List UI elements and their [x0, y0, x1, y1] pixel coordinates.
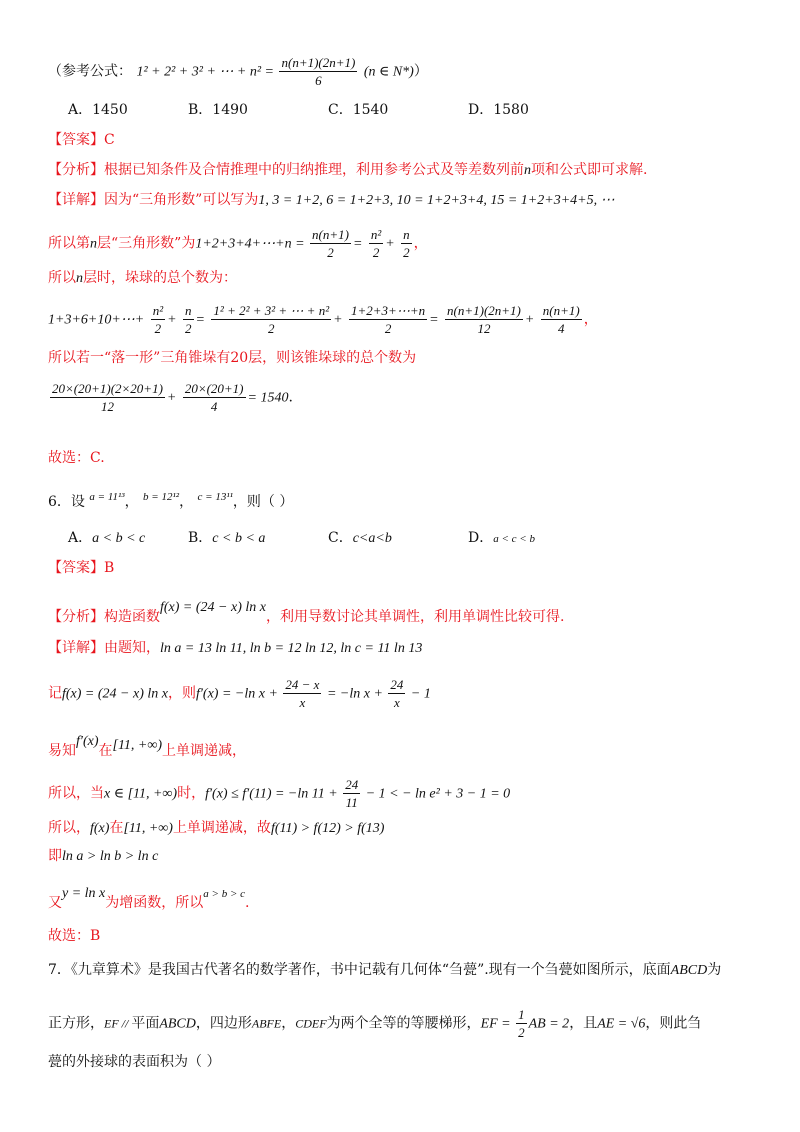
q5-answer: 【答案】C	[48, 132, 115, 148]
q6-option-b: B．c < b < a	[188, 530, 266, 546]
q6-choice: 故选：B	[48, 928, 101, 944]
reference-formula: （参考公式： 1² + 2² + 3² + ⋯ + n² = $\frac{n(n+1)(2n+1)}{6}$ (n ∈ N*)）	[48, 55, 428, 88]
q6-detail-5: 所以，f(x)在[11, +∞)上单调递减，故f(11) > f(12) > f(13)	[48, 820, 385, 836]
q5-choice: 故选：C.	[48, 450, 105, 466]
q5-option-b: B．1490	[188, 102, 248, 118]
q5-line-total: 所以n层时，垛球的总个数为：	[48, 270, 237, 286]
q6-option-d: D．a < c < b	[468, 530, 535, 546]
q5-result-expression: $\frac{20\times(20+1)(2\times 20+1)}{12}$ + $\frac{20\times(20+1)}{4}$ = 1540.	[52, 381, 293, 414]
q5-option-d: D．1580	[468, 102, 529, 118]
q6-option-a: A．a < b < c	[68, 530, 146, 546]
q6-detail-6: 即ln a > ln b > ln c	[48, 848, 159, 864]
q5-detail: 【详解】因为“三角形数”可以写为1, 3 = 1+2, 6 = 1+2+3, 10 = 1+2+3+4, 15 = 1+2+3+4+5, ⋯	[48, 192, 615, 208]
q6-detail-2: 记f(x) = (24 − x) ln x，则f′(x) = −ln x + $\frac{24 - x}{x}$ = −ln x + $\frac{24}{x}$ − 1	[48, 677, 431, 710]
q6-analysis: 【分析】构造函数f(x) = (24 − x) ln x，利用导数讨论其单调性，利用单调性比较可得.	[48, 600, 565, 625]
q7-line-3: 甍的外接球的表面积为（ ）	[48, 1054, 221, 1070]
q5-sum-expression: 1+3+6+10+⋯+ $\frac{\text{n²}}{2}$ + $\frac{n}{2}$ = $\frac{\text{1² + 2² + 3² + ⋯ + n²}}{2}$ + $\frac{1+2+3+\cdots+n}{2}$ = $\frac{n(n+1)(2n+1)}{12}$ + $\frac{n(n+1)}{4}$ ，	[48, 303, 598, 336]
q5-analysis: 【分析】根据已知条件及合情推理中的归纳推理，利用参考公式及等差数列前n项和公式即可求解.	[48, 162, 648, 178]
q6-answer: 【答案】B	[48, 560, 115, 576]
q7-line-2: 正方形，EF // 平面ABCD，四边形ABFE，CDEF为两个全等的等腰梯形，EF = $\frac{1}{2}$ AB = 2，且AE = √6，则此刍	[48, 1007, 702, 1040]
q6-detail-1: 【详解】由题知，ln a = 13 ln 11, ln b = 12 ln 12, ln c = 11 ln 13	[48, 640, 423, 656]
q6-detail-7: 又y = ln x为增函数，所以$^{a > b > c}$.	[48, 886, 250, 911]
q5-line-nth-layer: 所以第n层“三角形数”为1+2+3+4+⋯+n = $\frac{n(n+1)}{2}$ = $\frac{\text{n²}}{2}$ + $\frac{n}{2}$ ，	[48, 227, 428, 260]
q5-option-c: C．1540	[328, 102, 389, 118]
q7-line-1: 7．《九章算术》是我国古代著名的数学著作，书中记载有几何体“刍甍”.现有一个刍甍如图所示，底面ABCD为	[48, 962, 722, 978]
q6-option-c: C．c<a<b	[328, 530, 392, 546]
q6-stem: 6．设 $^{a = 11^{13}}$， $^{b = 12^{12}}$， $^{c = 13^{11}}$，则（ ）	[48, 491, 294, 510]
q6-detail-4: 所以，当x ∈ [11, +∞)时，f′(x) ≤ f′(11) = −ln 11 + $\frac{24}{11}$ − 1 < − ln e² + 3 − 1 = 0	[48, 777, 511, 810]
q5-option-a: A．1450	[68, 102, 128, 118]
q5-line-twenty-layers: 所以若一“落一形”三角锥垛有20层，则该锥垛球的总个数为	[48, 350, 417, 366]
q6-detail-3: 易知f′(x)在[11, +∞)上单调递减，	[48, 734, 246, 759]
